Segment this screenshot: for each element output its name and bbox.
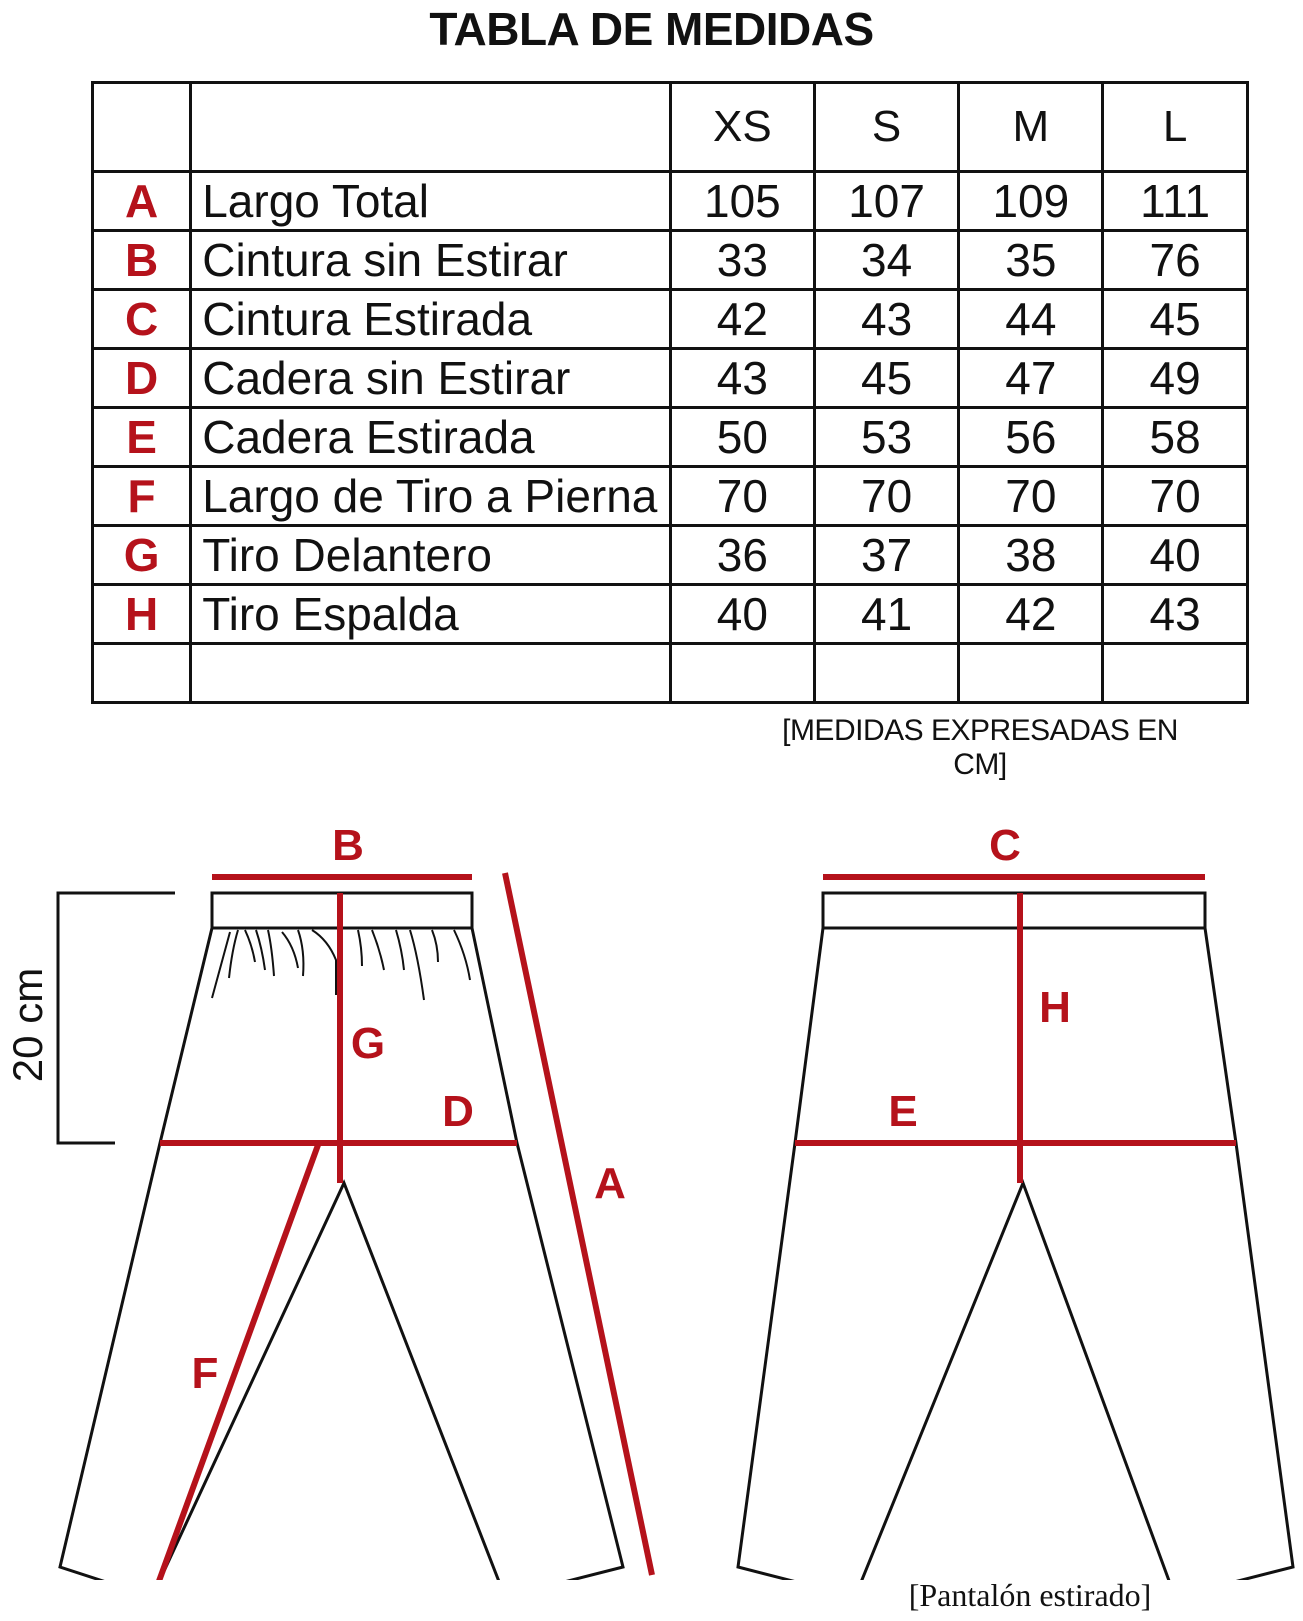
- row-label: Tiro Espalda: [191, 585, 671, 644]
- table-row: [93, 467, 1248, 526]
- row-value: 38: [959, 526, 1103, 585]
- table-row: [93, 585, 1248, 644]
- row-label: Cintura sin Estirar: [191, 231, 671, 290]
- dimension-bracket: [58, 893, 175, 1143]
- row-value: 49: [1103, 349, 1248, 408]
- row-value: 50: [671, 408, 815, 467]
- row-value: 43: [1103, 585, 1248, 644]
- dimension-label: 20 cm: [4, 967, 51, 1083]
- row-value: 105: [671, 172, 815, 231]
- row-letter: F: [93, 467, 191, 526]
- label-f: F: [191, 1349, 219, 1398]
- row-letter: B: [93, 231, 191, 290]
- label-a: A: [594, 1159, 626, 1208]
- row-value: 33: [671, 231, 815, 290]
- row-value: 37: [814, 526, 959, 585]
- row-value: 43: [671, 349, 815, 408]
- row-value: 76: [1103, 231, 1248, 290]
- measure-line-a: [505, 873, 652, 1575]
- empty-cell: [93, 644, 191, 703]
- pants-diagram: [0, 780, 1303, 1580]
- label-g: G: [350, 1019, 386, 1068]
- row-value: 42: [959, 585, 1103, 644]
- row-label: Cadera Estirada: [191, 408, 671, 467]
- label-c: C: [989, 821, 1021, 870]
- row-value: 40: [1103, 526, 1248, 585]
- table-header-row: [93, 83, 1248, 172]
- row-letter: A: [93, 172, 191, 231]
- row-value: 42: [671, 290, 815, 349]
- row-value: 107: [814, 172, 959, 231]
- row-value: 36: [671, 526, 815, 585]
- label-b: B: [332, 821, 364, 870]
- row-value: 70: [959, 467, 1103, 526]
- table-empty-row: [93, 644, 1248, 703]
- row-value: 45: [1103, 290, 1248, 349]
- row-letter: C: [93, 290, 191, 349]
- table-row: [93, 408, 1248, 467]
- page-title: TABLA DE MEDIDAS: [429, 3, 874, 55]
- row-value: 70: [1103, 467, 1248, 526]
- label-d: D: [442, 1087, 474, 1136]
- row-value: 70: [671, 467, 815, 526]
- back-waistband: [823, 893, 1205, 928]
- row-value: 47: [959, 349, 1103, 408]
- table-row: [93, 349, 1248, 408]
- row-value: 45: [814, 349, 959, 408]
- row-value: 56: [959, 408, 1103, 467]
- row-label: Cadera sin Estirar: [191, 349, 671, 408]
- header-empty-cell: [191, 83, 671, 172]
- empty-cell: [671, 644, 815, 703]
- label-h: H: [1039, 983, 1071, 1032]
- table-row: [93, 172, 1248, 231]
- row-value: 34: [814, 231, 959, 290]
- row-label: Largo Total: [191, 172, 671, 231]
- row-value: 43: [814, 290, 959, 349]
- row-value: 109: [959, 172, 1103, 231]
- empty-cell: [191, 644, 671, 703]
- size-header-l: L: [1103, 83, 1248, 172]
- row-label: Cintura Estirada: [191, 290, 671, 349]
- row-label: Tiro Delantero: [191, 526, 671, 585]
- empty-cell: [1103, 644, 1248, 703]
- back-pants-outline: [738, 928, 1293, 1580]
- row-label: Largo de Tiro a Pierna: [191, 467, 671, 526]
- size-header-s: S: [814, 83, 959, 172]
- label-e: E: [888, 1087, 918, 1136]
- row-letter: E: [93, 408, 191, 467]
- measure-line-f: [155, 1145, 318, 1580]
- row-value: 70: [814, 467, 959, 526]
- row-value: 41: [814, 585, 959, 644]
- row-letter: D: [93, 349, 191, 408]
- row-letter: G: [93, 526, 191, 585]
- table-row: [93, 290, 1248, 349]
- row-value: 44: [959, 290, 1103, 349]
- table-row: [93, 526, 1248, 585]
- header-empty-cell: [93, 83, 191, 172]
- row-value: 53: [814, 408, 959, 467]
- size-header-m: M: [959, 83, 1103, 172]
- row-value: 35: [959, 231, 1103, 290]
- size-table: [91, 81, 1249, 704]
- units-note: [MEDIDAS EXPRESADAS EN CM]: [782, 714, 1178, 781]
- row-value: 58: [1103, 408, 1248, 467]
- empty-cell: [814, 644, 959, 703]
- row-letter: H: [93, 585, 191, 644]
- size-header-xs: XS: [671, 83, 815, 172]
- empty-cell: [959, 644, 1103, 703]
- table-row: [93, 231, 1248, 290]
- footnote: [Pantalón estirado]: [908, 1577, 1152, 1613]
- row-value: 111: [1103, 172, 1248, 231]
- row-value: 40: [671, 585, 815, 644]
